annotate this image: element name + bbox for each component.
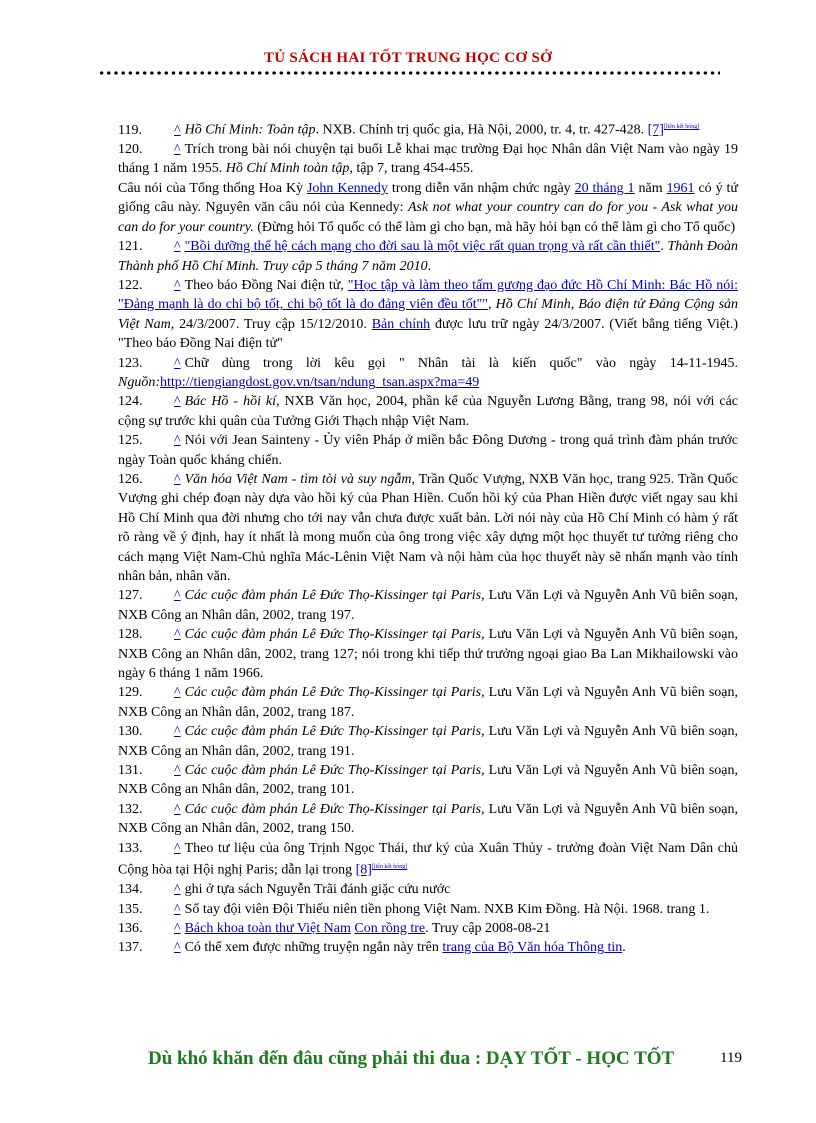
italic-title: Các cuộc đàm phán Lê Đức Thọ-Kissinger tại Paris xyxy=(184,588,482,604)
reference-text: , Lưu Văn Lợi và Nguyễn Anh Vũ biên soạn, NXB Công an Nhân dân, 2002, trang 191. xyxy=(118,724,738,759)
reference-item xyxy=(118,919,738,938)
reference-item xyxy=(118,354,738,393)
backlink-caret[interactable]: ^ xyxy=(174,763,181,779)
reference-number: 119. xyxy=(118,122,142,138)
reference-item xyxy=(118,179,738,237)
backlink-caret[interactable]: ^ xyxy=(174,471,181,487)
reference-text: , Lưu Văn Lợi và Nguyễn Anh Vũ biên soạn, NXB Công an Nhân dân, 2002, trang 187. xyxy=(118,685,738,720)
reference-item xyxy=(118,800,738,839)
reference-text: , xyxy=(488,297,496,313)
italic-title: Các cuộc đàm phán Lê Đức Thọ-Kissinger tại Paris xyxy=(184,685,482,701)
italic-title: Ask not what your country can do for you - Ask what you can do for your country. xyxy=(118,200,738,235)
backlink-caret[interactable]: ^ xyxy=(174,142,181,158)
reference-number: 124. xyxy=(118,394,143,410)
reference-text: Sổ tay đội viên Đội Thiếu niên tiền phong Việt Nam. NXB Kim Đồng. Hà Nội. 1968. trang 1. xyxy=(184,901,710,917)
reference-item xyxy=(118,586,738,625)
reference-link[interactable]: trang của Bộ Văn hóa Thông tin xyxy=(442,940,623,956)
reference-number: 129. xyxy=(118,685,143,701)
reference-text: Trích trong bài nói chuyện tại buổi Lễ khai mạc trường Đại học Nhân dân Việt Nam vào ngày 19 tháng 1 năm 1955. xyxy=(118,142,738,177)
reference-number: 123. xyxy=(118,355,143,371)
reference-number: 127. xyxy=(118,588,143,604)
italic-title: Bác Hồ - hồi kí xyxy=(184,394,277,410)
reference-list xyxy=(118,118,738,958)
reference-text: trong diễn văn nhậm chức ngày xyxy=(387,180,575,196)
reference-number: 122. xyxy=(118,277,143,293)
backlink-caret[interactable]: ^ xyxy=(174,277,181,293)
backlink-caret[interactable]: ^ xyxy=(174,940,181,956)
page-header-title: TỦ SÁCH HAI TỐT TRUNG HỌC CƠ SỞ xyxy=(263,50,553,66)
reference-text: , Trần Quốc Vượng, NXB Văn học, trang 925. Trần Quốc Vượng ghi chép đoạn này dựa vào hồi ký của Phan Hiền. Cuốn hồi ký của Phan Hiền được viết ngay sau khi Hồ Chí Minh qua đời nhưng cho tới nay vẫn chưa được xuất bản. Lời nói này của Hồ Chí Minh có hàm ý rất rõ ràng về ý định, hay ít nhất là mong muốn của ông trong việc xây dựng một học thuyết tư tưởng riêng cho cách mạng Việt Nam-Chủ nghĩa Mác-Lênin Việt Nam và nội hàm của học thuyết này sẽ nhấn mạnh vào tính nhân bản, nhân văn. xyxy=(118,471,738,584)
reference-link[interactable]: 20 tháng 1 xyxy=(574,180,635,196)
reference-item xyxy=(118,431,738,470)
reference-link[interactable]: [8] xyxy=(355,862,372,878)
backlink-caret[interactable]: ^ xyxy=(174,355,181,371)
reference-number: 125. xyxy=(118,433,143,449)
footer-slogan: Dù khó khăn đến đâu cũng phải thi đua : DẠY TỐT - HỌC TỐT xyxy=(148,1048,675,1069)
reference-number: 136. xyxy=(118,920,143,936)
reference-text: có ý tứ giống câu này. Nguyên văn câu nói của Kennedy: xyxy=(118,180,739,216)
italic-title: Văn hóa Việt Nam - tìm tòi và suy ngẫm xyxy=(184,471,412,487)
reference-item xyxy=(118,625,738,683)
reference-link[interactable]: 1961 xyxy=(666,180,695,196)
italic-title: Các cuộc đàm phán Lê Đức Thọ-Kissinger tại Paris xyxy=(184,724,482,740)
backlink-caret[interactable]: ^ xyxy=(174,122,181,138)
reference-number: 121. xyxy=(118,239,143,255)
backlink-caret[interactable]: ^ xyxy=(174,239,181,255)
reference-text: , tập 7, trang 454-455. xyxy=(349,161,474,177)
reference-text: , Lưu Văn Lợi và Nguyễn Anh Vũ biên soạn, NXB Công an Nhân dân, 2002, trang 150. xyxy=(118,801,738,837)
reference-item xyxy=(118,722,738,761)
italic-title: Hồ Chí Minh: Toàn tập xyxy=(184,122,316,138)
reference-item xyxy=(118,470,738,586)
reference-text: , Lưu Văn Lợi và Nguyễn Anh Vũ biên soạn, NXB Công an Nhân dân, 2002, trang 101. xyxy=(118,763,738,798)
backlink-caret[interactable]: ^ xyxy=(174,901,181,917)
broken-link-note[interactable]: [liên kết hỏng] xyxy=(663,124,700,130)
reference-text: . NXB. Chính trị quốc gia, Hà Nội, 2000, tr. 4, tr. 427-428. xyxy=(315,122,648,138)
reference-number: 131. xyxy=(118,763,143,779)
reference-item xyxy=(118,880,738,899)
reference-text: . xyxy=(427,258,432,274)
reference-text: Có thể xem được những truyện ngắn này trên xyxy=(184,940,443,956)
italic-title: Các cuộc đàm phán Lê Đức Thọ-Kissinger tại Paris xyxy=(184,801,482,817)
reference-item xyxy=(118,938,738,957)
backlink-caret[interactable]: ^ xyxy=(174,394,181,410)
reference-number: 137. xyxy=(118,940,143,956)
backlink-caret[interactable]: ^ xyxy=(174,724,181,740)
reference-link[interactable]: "Bồi dưỡng thế hệ cách mạng cho đời sau là một việc rất quan trọng và rất cần thiết" xyxy=(184,239,661,255)
reference-link[interactable]: http://tiengiangdost.gov.vn/tsan/ndung_tsan.aspx?ma=49 xyxy=(160,374,480,390)
backlink-caret[interactable]: ^ xyxy=(174,882,181,898)
reference-link[interactable]: Con rồng tre xyxy=(354,920,426,936)
reference-link[interactable]: John Kennedy xyxy=(306,180,388,196)
reference-number: 130. xyxy=(118,724,143,740)
reference-text: Nói với Jean Sainteny - Ủy viên Pháp ở miền bắc Đông Dương - trong quá trình đàm phán trước ngày Toàn quốc kháng chiến. xyxy=(118,433,738,468)
reference-item xyxy=(118,118,738,140)
reference-text: . xyxy=(660,239,668,255)
reference-text: ghi ở tựa sách Nguyễn Trãi đánh giặc cứu nước xyxy=(184,882,451,898)
reference-number: 133. xyxy=(118,840,143,856)
reference-item xyxy=(118,900,738,919)
backlink-caret[interactable]: ^ xyxy=(174,433,181,449)
reference-text: , Lưu Văn Lợi và Nguyễn Anh Vũ biên soạn, NXB Công an Nhân dân, 2002, trang 127; nói trong khi tiếp thứ trưởng ngoại giao Ba Lan Mikhailowski vào ngày 6 tháng 1 năm 1966. xyxy=(118,627,738,682)
reference-number: 132. xyxy=(118,801,143,817)
reference-number: 135. xyxy=(118,901,143,917)
italic-title: Nguồn: xyxy=(118,374,160,390)
reference-item xyxy=(118,392,738,431)
italic-title: Hồ Chí Minh, Báo điện tử Đảng Cộng sản Việt Nam xyxy=(118,297,739,332)
reference-text: Chữ dùng trong lời kêu gọi " Nhân tài là kiến quốc" vào ngày 14-11-1945. xyxy=(184,355,738,371)
reference-text: , NXB Văn học, 2004, phần kể của Nguyễn Lương Bằng, trang 98, nói với các cộng sự trước khi quân của Tưởng Giới Thạch nhập Việt Nam. xyxy=(118,394,738,429)
reference-number: 126. xyxy=(118,471,143,487)
reference-link[interactable]: "Học tập và làm theo tấm gương đạo đức Hồ Chí Minh: Bác Hồ nói: "Đảng mạnh là do chi bộ tốt, chi bộ tốt là do đảng viên đều tốt"" xyxy=(118,277,738,313)
backlink-caret[interactable]: ^ xyxy=(174,801,181,817)
reference-item xyxy=(118,276,738,354)
reference-text: Câu nói của Tổng thống Hoa Kỳ xyxy=(118,180,307,196)
reference-item xyxy=(118,237,738,276)
backlink-caret[interactable]: ^ xyxy=(174,920,181,936)
backlink-caret[interactable]: ^ xyxy=(174,588,181,604)
reference-text: (Đừng hỏi Tổ quốc có thể làm gì cho bạn, mà hãy hỏi bạn có thể làm gì cho Tổ quốc) xyxy=(253,219,736,235)
broken-link-note[interactable]: [liên kết hỏng] xyxy=(371,864,408,871)
reference-text: được lưu trữ ngày 24/3/2007. (Viết bằng tiếng Việt.) "Theo báo Đồng Nai điện tử" xyxy=(118,316,738,352)
reference-link[interactable]: [7] xyxy=(647,122,664,138)
backlink-caret[interactable]: ^ xyxy=(174,840,181,856)
italic-title: Thành Đoàn Thành phố Hồ Chí Minh. Truy cập 5 tháng 7 năm 2010 xyxy=(118,239,739,274)
reference-link[interactable]: Bách khoa toàn thư Việt Nam xyxy=(184,920,351,936)
italic-title: Hồ Chí Minh toàn tập xyxy=(225,161,350,177)
reference-number: 120. xyxy=(118,142,143,158)
reference-text: Theo tư liệu của ông Trịnh Ngọc Thái, thư ký của Xuân Thủy - trưởng đoàn Việt Nam Dân chủ Cộng hòa tại Hội nghị Paris; dẫn lại trong xyxy=(118,840,738,878)
reference-text: , Lưu Văn Lợi và Nguyễn Anh Vũ biên soạn, NXB Công an Nhân dân, 2002, trang 197. xyxy=(118,588,738,623)
backlink-caret[interactable]: ^ xyxy=(174,685,181,701)
reference-text: năm xyxy=(634,180,667,196)
italic-title: Các cuộc đàm phán Lê Đức Thọ-Kissinger tại Paris xyxy=(184,627,482,643)
reference-item xyxy=(118,761,738,800)
reference-text: , 24/3/2007. Truy cập 15/12/2010. xyxy=(170,316,372,332)
reference-text: . Truy cập 2008-08-21 xyxy=(425,920,551,936)
reference-link[interactable]: Bản chính xyxy=(371,316,431,332)
reference-number: 128. xyxy=(118,627,143,643)
italic-title: Các cuộc đàm phán Lê Đức Thọ-Kissinger tại Paris xyxy=(184,763,482,779)
reference-number: 134. xyxy=(118,882,143,898)
reference-item xyxy=(118,140,738,179)
reference-item xyxy=(118,683,738,722)
reference-text: . xyxy=(622,940,626,956)
reference-item xyxy=(118,839,738,880)
page-number: 119 xyxy=(720,1050,742,1066)
backlink-caret[interactable]: ^ xyxy=(174,627,181,643)
reference-text: Theo báo Đồng Nai điện tử, xyxy=(184,277,348,293)
header-dotted-rule xyxy=(98,70,720,76)
